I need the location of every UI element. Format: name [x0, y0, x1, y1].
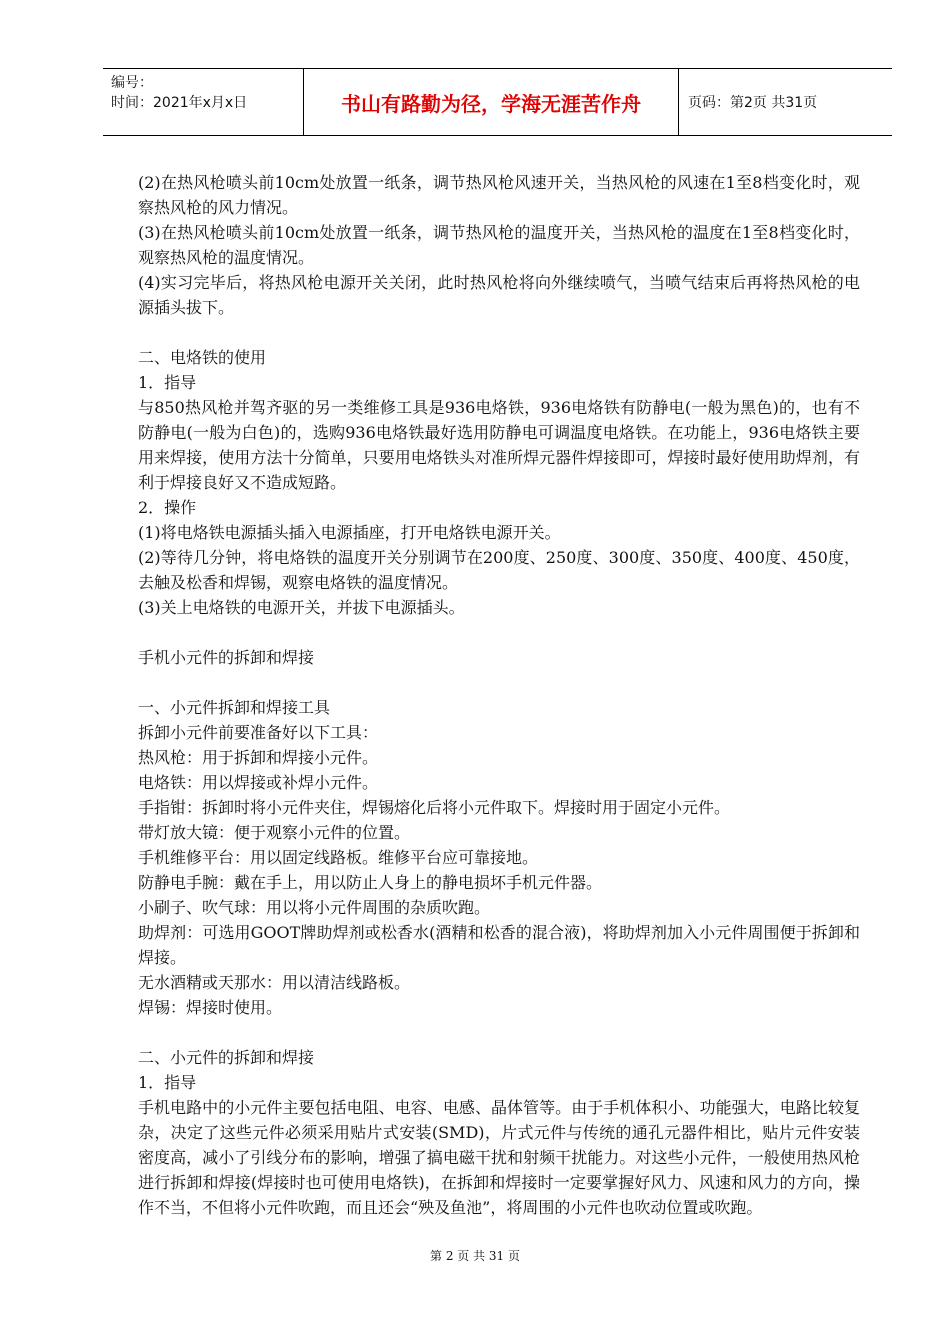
list-item: 手指钳：拆卸时将小元件夹住，焊锡熔化后将小元件取下。焊接时用于固定小元件。	[138, 798, 731, 817]
page-header	[103, 68, 892, 136]
paragraph: (2)等待几分钟，将电烙铁的温度开关分别调节在200度、250度、300度、350度、400度、450度，去触及松香和焊锡，观察电烙铁的温度情况。	[138, 548, 860, 592]
list-item: 防静电手腕：戴在手上，用以防止人身上的静电损坏手机元件器。	[138, 873, 603, 892]
blank-line	[138, 670, 860, 695]
section-heading: 二、电烙铁的使用	[138, 348, 267, 367]
subheading: 1．指导	[138, 1073, 197, 1092]
list-item: 热风枪：用于拆卸和焊接小元件。	[138, 748, 379, 767]
paragraph: 手机电路中的小元件主要包括电阻、电容、电感、晶体管等。由于手机体积小、功能强大，电路比较复杂，决定了这些元件必须采用贴片式安装(SMD)，片式元件与传统的通孔元器件相比，贴片元件安装密度高，减小了引线分布的影响，增强了搞电磁干扰和射频干扰能力。对这些小元件，一般使用热风枪进行拆卸和焊接(焊接时也可使用电烙铁)，在拆卸和焊接时一定要掌握好风力、风速和风力的方向，操作不当，不但将小元件吹跑，而且还会“殃及鱼池”，将周围的小元件也吹动位置或吹跑。	[138, 1098, 860, 1217]
list-item: 无水酒精或天那水：用以清洁线路板。	[138, 973, 411, 992]
list-item: 焊锡：焊接时使用。	[138, 998, 283, 1017]
blank-line	[138, 320, 860, 345]
chapter-title: 手机小元件的拆卸和焊接	[138, 648, 315, 667]
section-heading: 一、小元件拆卸和焊接工具	[138, 698, 331, 717]
section-heading: 二、小元件的拆卸和焊接	[138, 1048, 315, 1067]
list-item: 电烙铁：用以焊接或补焊小元件。	[138, 773, 379, 792]
document-body	[138, 170, 860, 1220]
paragraph: (3)关上电烙铁的电源开关，并拔下电源插头。	[138, 598, 465, 617]
doc-time-label: 时间：2021年x月x日	[111, 95, 248, 111]
blank-line	[138, 620, 860, 645]
subheading: 1．指导	[138, 373, 197, 392]
header-page-number: 页码：第2页 共31页	[688, 95, 818, 111]
subheading: 2．操作	[138, 498, 197, 517]
list-item: 带灯放大镜：便于观察小元件的位置。	[138, 823, 411, 842]
blank-line	[138, 1020, 860, 1045]
header-motto: 书山有路勤为径，学海无涯苦作舟	[304, 69, 679, 135]
list-item: 小刷子、吹气球：用以将小元件周围的杂质吹跑。	[138, 898, 491, 917]
paragraph: 拆卸小元件前要准备好以下工具：	[138, 723, 379, 742]
paragraph: (4)实习完毕后，将热风枪电源开关关闭，此时热风枪将向外继续喷气，当喷气结束后再将热风枪的电源插头拔下。	[138, 273, 860, 317]
doc-number-label: 编号：	[111, 75, 153, 91]
paragraph: 与850热风枪并驾齐驱的另一类维修工具是936电烙铁，936电烙铁有防静电(一般为黑色)的，也有不防静电(一般为白色)的，选购936电烙铁最好选用防静电可调温度电烙铁。在功能上，936电烙铁主要用来焊接，使用方法十分简单，只要用电烙铁头对准所焊元器件焊接即可，焊接时最好使用助焊剂，有利于焊接良好又不造成短路。	[138, 398, 860, 492]
paragraph: (1)将电烙铁电源插头插入电源插座，打开电烙铁电源开关。	[138, 523, 561, 542]
paragraph: (3)在热风枪喷头前10cm处放置一纸条，调节热风枪的温度开关，当热风枪的温度在1至8档变化时，观察热风枪的温度情况。	[138, 223, 860, 267]
header-meta	[103, 69, 304, 135]
page-footer: 第 2 页 共 31 页	[430, 1249, 520, 1263]
list-item: 手机维修平台：用以固定线路板。维修平台应可靠接地。	[138, 848, 539, 867]
list-item: 助焊剂：可选用GOOT牌助焊剂或松香水(酒精和松香的混合液)，将助焊剂加入小元件周围便于拆卸和焊接。	[138, 923, 860, 967]
paragraph: (2)在热风枪喷头前10cm处放置一纸条，调节热风枪风速开关，当热风枪的风速在1至8档变化时，观察热风枪的风力情况。	[138, 173, 860, 217]
